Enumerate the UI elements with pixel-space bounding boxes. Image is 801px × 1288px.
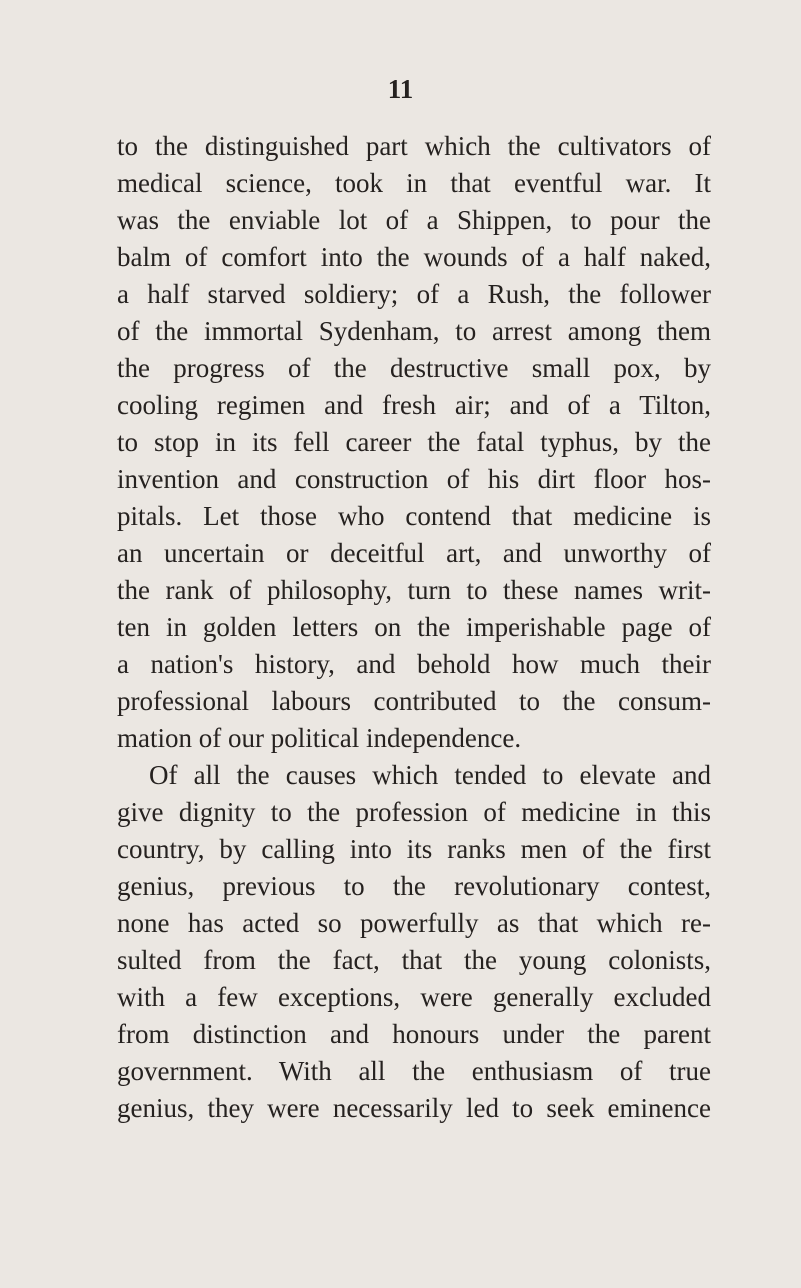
text-line: balm of comfort into the wounds of a half naked, — [117, 242, 711, 272]
text-line: ten in golden letters on the imperishable page of — [117, 612, 711, 642]
text-line: cooling regimen and fresh air; and of a Tilton, — [117, 390, 711, 420]
text-line: genius, previous to the revolutionary contest, — [117, 871, 711, 901]
text-line: sulted from the fact, that the young colonists, — [117, 945, 711, 975]
text-line: an uncertain or deceitful art, and unworthy of — [117, 538, 711, 568]
text-line: medical science, took in that eventful war. It — [117, 168, 711, 198]
text-line: government. With all the enthusiasm of true — [117, 1056, 711, 1086]
page-number: 11 — [387, 74, 414, 104]
text-line: the rank of philosophy, turn to these names writ- — [117, 575, 711, 605]
text-line: invention and construction of his dirt floor hos- — [117, 464, 711, 494]
text-line: professional labours contributed to the consum- — [117, 686, 711, 716]
text-line: genius, they were necessarily led to seek eminence — [117, 1093, 711, 1123]
text-line: give dignity to the profession of medicine in this — [117, 797, 711, 827]
text-line: a nation's history, and behold how much their — [117, 649, 711, 679]
text-line: mation of our political independence. — [117, 723, 522, 753]
text-line: of the immortal Sydenham, to arrest among them — [117, 316, 711, 346]
text-line: country, by calling into its ranks men of the first — [117, 834, 711, 864]
body-text — [117, 128, 711, 1127]
text-line: Of all the causes which tended to elevate and — [149, 760, 711, 790]
text-line: the progress of the destructive small pox, by — [117, 353, 711, 383]
text-line: none has acted so powerfully as that which re- — [117, 908, 711, 938]
text-line: from distinction and honours under the parent — [117, 1019, 711, 1049]
text-line: to the distinguished part which the cultivators of — [117, 131, 711, 161]
text-line: pitals. Let those who contend that medicine is — [117, 501, 711, 531]
text-line: a half starved soldiery; of a Rush, the follower — [117, 279, 711, 309]
text-line: with a few exceptions, were generally excluded — [117, 982, 711, 1012]
text-line: to stop in its fell career the fatal typhus, by the — [117, 427, 711, 457]
text-line: was the enviable lot of a Shippen, to pour the — [117, 205, 711, 235]
